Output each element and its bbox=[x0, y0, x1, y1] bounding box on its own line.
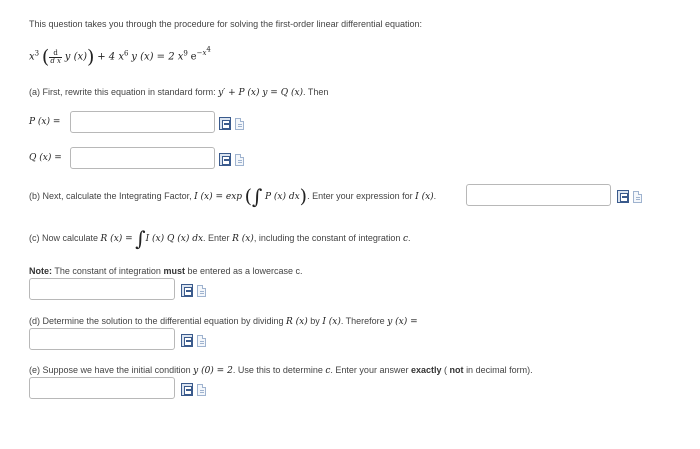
part-d-by: by bbox=[310, 316, 320, 326]
help-icon[interactable] bbox=[633, 191, 642, 203]
p-label: P (x) = bbox=[29, 117, 61, 127]
part-c-instruction: (c) Now calculate bbox=[29, 233, 99, 243]
note-must: must bbox=[163, 266, 185, 276]
part-e-use: . Use this to determine bbox=[232, 365, 323, 375]
intro-text: This question takes you through the procedure for solving the first-order linear differential equation: bbox=[29, 19, 423, 29]
note-text bbox=[29, 265, 303, 277]
eq-left-paren: ( bbox=[41, 46, 50, 69]
part-b-i-of-x: I (x) bbox=[415, 192, 434, 202]
part-b-text bbox=[29, 184, 437, 209]
part-b-right-paren: ) bbox=[299, 185, 308, 208]
part-e-decimal: in decimal form). bbox=[466, 365, 533, 375]
part-c-including: , including the constant of integration bbox=[253, 233, 401, 243]
note-text-2: be entered as a lowercase c. bbox=[187, 266, 303, 276]
note-label: Note: bbox=[29, 266, 52, 276]
help-icon[interactable] bbox=[197, 335, 206, 347]
part-c-enter: . Enter bbox=[203, 233, 230, 243]
y-answer-input[interactable] bbox=[29, 328, 175, 350]
part-a-instruction: (a) First, rewrite this equation in standard form: bbox=[29, 87, 216, 97]
eq-plus-term: + 4 x bbox=[97, 51, 124, 63]
part-d-i: I (x) bbox=[322, 317, 341, 327]
part-e-not: not bbox=[449, 365, 464, 375]
part-b-enter-text: . Enter your expression for bbox=[307, 191, 413, 201]
eq-exp6: 6 bbox=[123, 49, 129, 58]
preview-icon[interactable] bbox=[617, 190, 629, 203]
part-c-period: . bbox=[408, 233, 411, 243]
q-answer-input[interactable] bbox=[70, 147, 215, 169]
part-b-integral-sign: ∫ bbox=[252, 184, 263, 209]
equation bbox=[29, 44, 211, 69]
part-b-period: . bbox=[433, 191, 437, 201]
part-c-integrand: I (x) Q (x) dx bbox=[145, 234, 204, 244]
part-e-condition: y (0) = 2 bbox=[193, 366, 233, 376]
part-d-instruction: (d) Determine the solution to the differential equation by dividing bbox=[29, 316, 284, 326]
eq-x: x bbox=[29, 51, 35, 63]
part-d-y: y (x) = bbox=[387, 317, 418, 327]
part-e-text bbox=[29, 364, 533, 377]
q-label: Q (x) = bbox=[29, 153, 62, 163]
p-answer-input[interactable] bbox=[70, 111, 215, 133]
part-e-paren: ( bbox=[444, 365, 448, 375]
preview-icon[interactable] bbox=[181, 284, 193, 297]
help-icon[interactable] bbox=[197, 384, 206, 396]
eq-rhs: y (x) = 2 x bbox=[131, 51, 184, 63]
part-b-instruction: (b) Next, calculate the Integrating Factor, bbox=[29, 191, 192, 201]
part-a-then: . Then bbox=[303, 87, 329, 97]
eq-exp9: 9 bbox=[183, 49, 188, 58]
eq-e: e bbox=[190, 51, 197, 63]
part-e-exactly: exactly bbox=[410, 365, 442, 375]
part-b-left-paren: ( bbox=[244, 185, 252, 208]
preview-icon[interactable] bbox=[219, 153, 231, 166]
eq-exp3: 3 bbox=[34, 49, 40, 58]
part-c-r-of-x: R (x) bbox=[232, 234, 254, 244]
part-e-instruction: (e) Suppose we have the initial condition bbox=[29, 365, 191, 375]
note-text-1: The constant of integration bbox=[54, 266, 161, 276]
part-b-if-lhs: I (x) = exp bbox=[194, 192, 243, 202]
part-c-c-var: c bbox=[402, 234, 408, 244]
c-answer-input[interactable] bbox=[29, 377, 175, 399]
eq-exp4: 4 bbox=[206, 46, 211, 54]
if-answer-input[interactable] bbox=[466, 184, 611, 206]
part-e-c-var: c bbox=[325, 366, 331, 376]
preview-icon[interactable] bbox=[181, 334, 193, 347]
preview-icon[interactable] bbox=[181, 383, 193, 396]
eq-d-den: d x bbox=[50, 56, 61, 65]
part-d-text bbox=[29, 315, 418, 328]
part-d-r: R (x) bbox=[286, 317, 308, 327]
part-c-r-lhs: R (x) = bbox=[100, 234, 133, 244]
eq-d-num: d bbox=[49, 50, 62, 58]
help-icon[interactable] bbox=[197, 285, 206, 297]
part-a-text bbox=[29, 86, 328, 99]
eq-y-of-x: y (x) bbox=[64, 51, 88, 63]
part-c-integral-sign: ∫ bbox=[135, 226, 146, 251]
part-d-therefore: . Therefore bbox=[340, 316, 385, 326]
r-answer-input[interactable] bbox=[29, 278, 175, 300]
eq-derivative-frac bbox=[49, 50, 62, 65]
part-b-integrand: P (x) dx bbox=[264, 192, 300, 202]
preview-icon[interactable] bbox=[219, 117, 231, 130]
eq-right-paren: ) bbox=[87, 46, 95, 69]
eq-exp-neg: −x bbox=[196, 49, 207, 58]
part-a-standard-form: y′ + P (x) y = Q (x) bbox=[218, 88, 304, 98]
help-icon[interactable] bbox=[235, 154, 244, 166]
part-e-enter: . Enter your answer bbox=[330, 365, 409, 375]
help-icon[interactable] bbox=[235, 118, 244, 130]
part-c-text bbox=[29, 226, 411, 251]
